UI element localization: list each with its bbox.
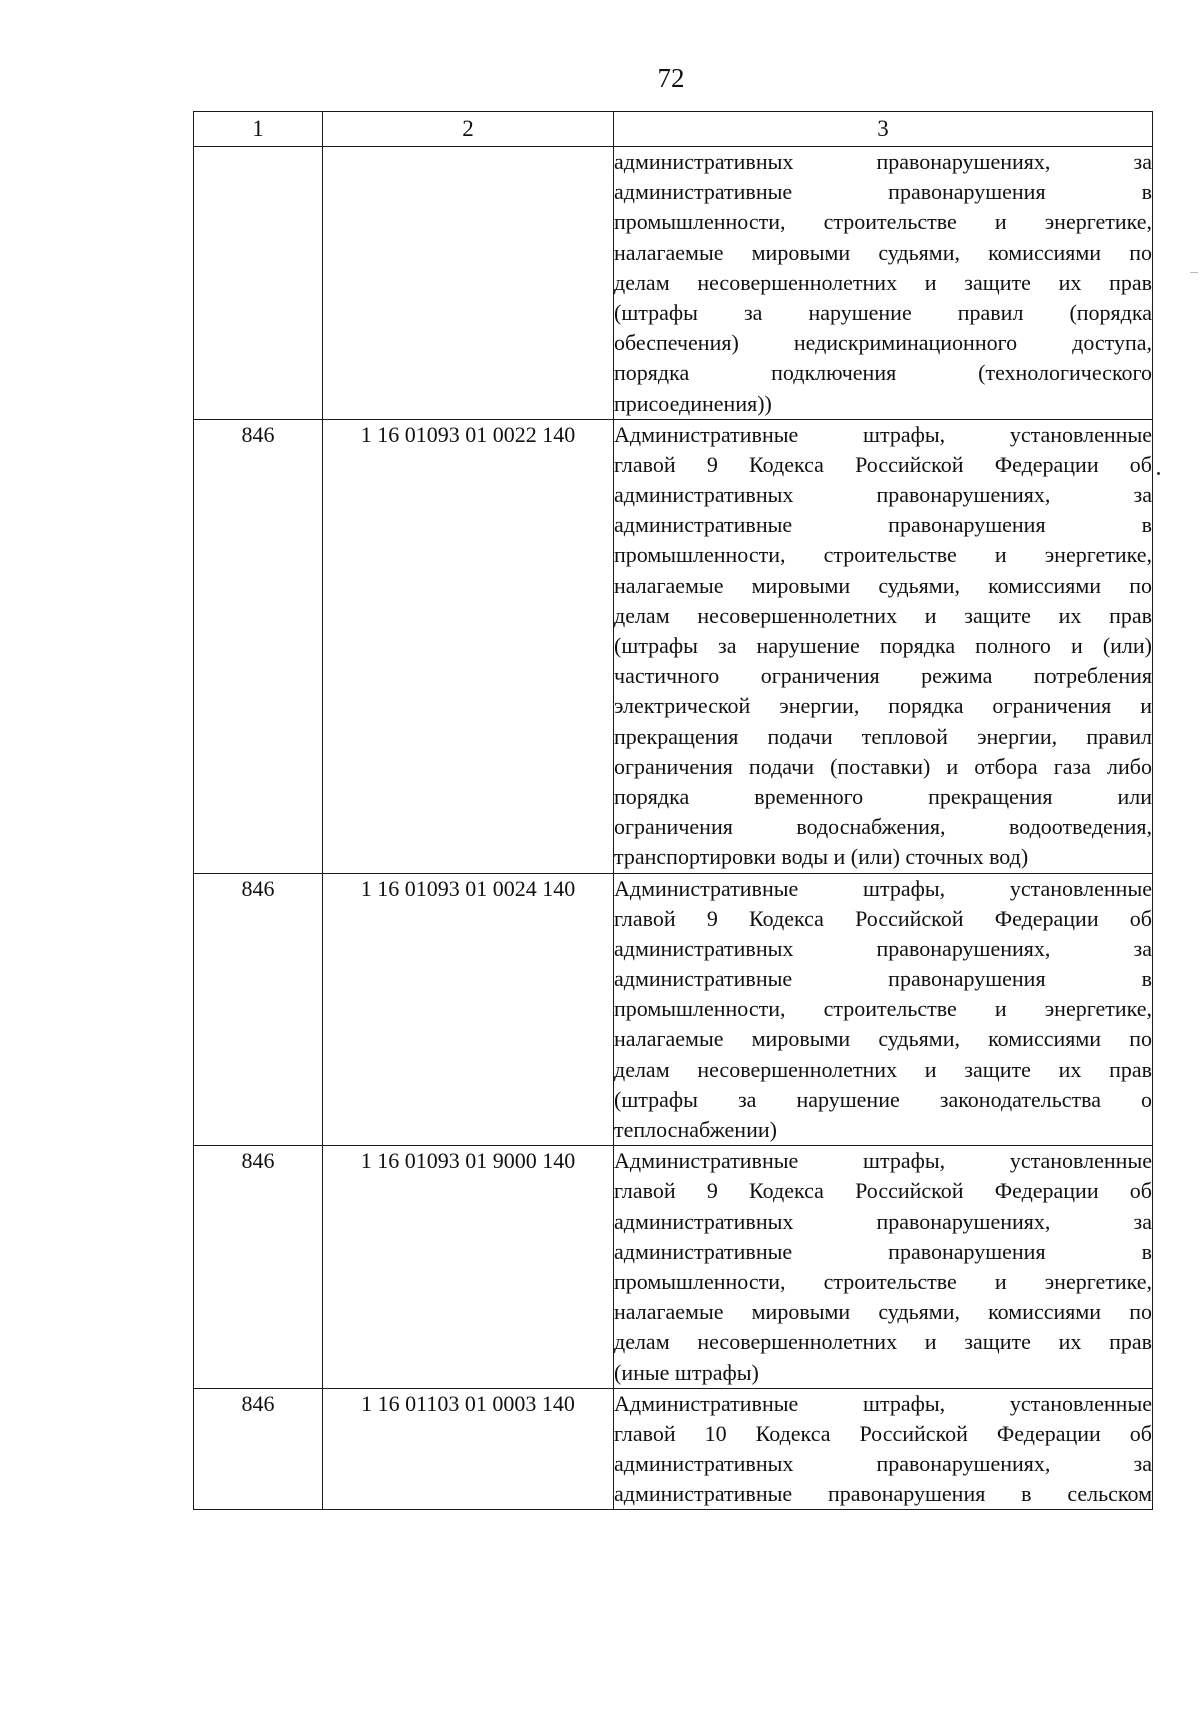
description-line: административных правонарушениях, за [614,149,1152,174]
description-line: налагаемые мировыми судьями, комиссиями по [614,239,1152,265]
budget-classification-code-cell [323,147,614,420]
description-line: промышленности, строительстве и энергетике, [614,1268,1152,1294]
admin-code-cell: 846 [194,1388,323,1510]
table-row [194,1388,1153,1510]
column-header: 3 [614,112,1153,147]
description-cell [614,873,1153,1146]
description-line: ограничения подачи (поставки) и отбора газа либо [614,753,1152,779]
description-line: промышленности, строительстве и энергетике, [614,209,1152,235]
description-line: главой 9 Кодекса Российской Федерации об [614,905,1152,931]
description-cell [614,1388,1153,1510]
budget-classification-code-cell: 1 16 01093 01 0022 140 [323,419,614,873]
column-header: 2 [323,112,614,147]
description-line: Административные штрафы, установленные [614,421,1152,447]
description-line: (штрафы за нарушение порядка полного и (или) [614,633,1152,658]
description-line: налагаемые мировыми судьями, комиссиями по [614,1299,1152,1325]
description-line: частичного ограничения режима потребления [614,663,1152,689]
description-line: административных правонарушениях, за [614,1208,1152,1234]
page-number: 72 [657,63,685,93]
description-line: административных правонарушениях, за [614,935,1152,961]
description-line: главой 9 Кодекса Российской Федерации об [614,1178,1152,1204]
admin-code-cell: 846 [194,419,323,873]
description-line: делам несовершеннолетних и защите их прав [614,1329,1152,1355]
scan-mark [1190,272,1198,273]
description-line: делам несовершеннолетних и защите их прав [614,602,1152,628]
description-line: электрической энергии, порядка ограничения и [614,693,1152,719]
description-cell [614,1146,1153,1389]
description-line: (штрафы за нарушение законодательства о [614,1086,1152,1112]
table-row [194,419,1153,873]
description-line: административных правонарушениях, за [614,482,1152,508]
description-line: Административные штрафы, установленные [614,875,1152,901]
description-line: делам несовершеннолетних и защите их прав [614,269,1152,295]
description-line: административные правонарушения в [614,966,1152,992]
description-line: ограничения водоснабжения, водоотведения, [614,814,1152,840]
budget-code-table [193,111,1153,1510]
description-line: Административные штрафы, установленные [614,1390,1152,1416]
description-line: административных правонарушениях, за [614,1451,1152,1477]
admin-code-cell: 846 [194,873,323,1146]
description-cell [614,147,1153,420]
description-line: промышленности, строительстве и энергетике, [614,542,1152,568]
admin-code-cell: 846 [194,1146,323,1389]
description-line: Административные штрафы, установленные [614,1148,1152,1174]
column-header: 1 [194,112,323,147]
description-line: теплоснабжении) [614,1117,777,1142]
description-line: порядка временного прекращения или [614,783,1152,809]
description-line: главой 10 Кодекса Российской Федерации об [614,1420,1152,1446]
description-line: присоединения)) [614,390,772,416]
admin-code-cell [194,147,323,420]
description-line: административные правонарушения в [614,179,1152,205]
description-line: порядка подключения (технологического [614,360,1152,386]
description-line: административные правонарушения в сельском [614,1481,1152,1507]
table-body [194,147,1153,1510]
description-line: промышленности, строительстве и энергетике, [614,996,1152,1022]
description-line: прекращения подачи тепловой энергии, правил [614,723,1152,749]
scan-mark [1157,472,1160,475]
description-cell [614,419,1153,873]
description-line: (штрафы за нарушение правил (порядка [614,299,1152,325]
description-line: налагаемые мировыми судьями, комиссиями по [614,1026,1152,1052]
description-line: главой 9 Кодекса Российской Федерации об [614,451,1152,477]
description-line: транспортировки воды и (или) сточных вод) [614,844,1029,870]
description-line: административные правонарушения в [614,1238,1152,1264]
description-line: (иные штрафы) [614,1359,759,1385]
table-row [194,1146,1153,1389]
table-header-row [194,112,1153,147]
description-line: административные правонарушения в [614,512,1152,538]
budget-classification-code-cell: 1 16 01093 01 0024 140 [323,873,614,1146]
description-line: обеспечения) недискриминационного доступа, [614,330,1152,356]
table-row [194,147,1153,420]
budget-classification-code-cell: 1 16 01093 01 9000 140 [323,1146,614,1389]
description-line: налагаемые мировыми судьями, комиссиями по [614,572,1152,598]
table-row [194,873,1153,1146]
budget-classification-code-cell: 1 16 01103 01 0003 140 [323,1388,614,1510]
description-line: делам несовершеннолетних и защите их прав [614,1056,1152,1082]
